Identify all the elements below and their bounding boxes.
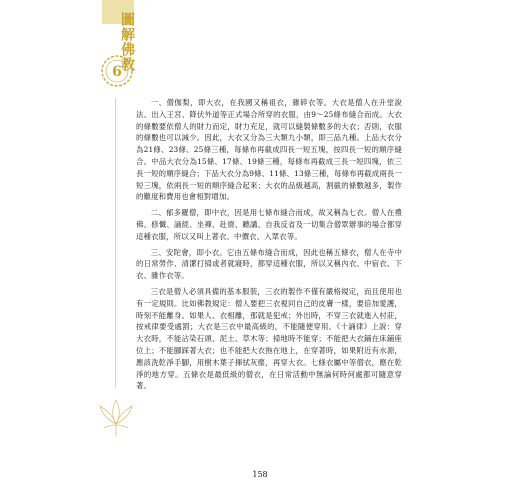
chapter-number: 6 — [112, 64, 122, 80]
chapter-emblem — [100, 54, 134, 88]
paragraph-uttarasanga: 二、郁多羅僧，即中衣，因是用七條布縫合而成，故又稱為七衣。僧人在禮佛、修懺、誦經、坐禪、赴齋、聽講、自我反省及一切集合僧眾辦事的場合都穿這種衣服，所以又叫上著衣、中價衣、入眾衣等。 — [136, 208, 402, 241]
book-title: 圖解佛教 — [119, 12, 135, 72]
page-number: 158 — [252, 470, 268, 479]
paragraph-antarvasa: 三、安陀會，即小衣。它由五條布縫合而成，因此也稱五條衣，僧人在寺中的日常勞作、清潔打掃或者就寢時，都穿這種衣服，所以又稱內衣、中宿衣、下衣、雜作衣等。 — [136, 247, 402, 281]
body-text — [136, 97, 402, 396]
paragraph-sanghati: 一、僧伽梨，即大衣，在我國又稱祖衣，雜碎衣等。大衣是僧人在升堂說法、出入王宮、降伏外道等正式場合所穿的衣服，由9～25條布縫合而成。大衣的條數要依僧人的財力而定，財力充足，就可以縫製條數多的大衣；否則，衣服的條數也可以減少。因此，大衣又分為三大類九小類，即三品九種。上品大衣分為21條、23條、25條三種，每條布再截成四長一短五塊，按四長一短的順序縫合。中品大衣分為15條、17條、19條三種，每條布再截成三長一短四塊，依三長一短的順序縫合；下品大衣分為9條、11條、13條三種，每條布再截成兩長一短三塊，依兩長一短的順序縫合起來；大衣的品級越高，割截的條數越多，製作的難度和費用也會相對增加。 — [136, 98, 402, 202]
margin-rule — [115, 98, 116, 388]
paragraph-rules: 三衣是僧人必須具備的基本服裝，三衣的製作不僅有嚴格規定，而且使用也有一定規則。比如佛教規定：僧人要把三衣視同自己的皮膚一樣，要倍加愛護，時刻不能離身。如果人、衣相離，那就是犯戒；外出時，不穿三衣就進入村莊，按戒律要受處罰；大衣是三衣中最高級的，不能隨便穿用。《十誦律》上說：穿大衣時，不能沾染石頭、泥土、草木等；掃地時不能穿；不能把大衣鋪在床鋪座位上；不能腳踩著大衣；也不能把大衣拖在地上，在穿著時，如果附近有水源，應該洗乾淨手腳，用樹木葉子揮拭灰塵，再穿大衣。七條衣屬中等僧衣，應在乾淨的地方穿。五條衣是最低級的僧衣，在日常活動中無論何時何處都可隨意穿著。 — [136, 286, 402, 391]
lotus-icon — [96, 394, 136, 438]
